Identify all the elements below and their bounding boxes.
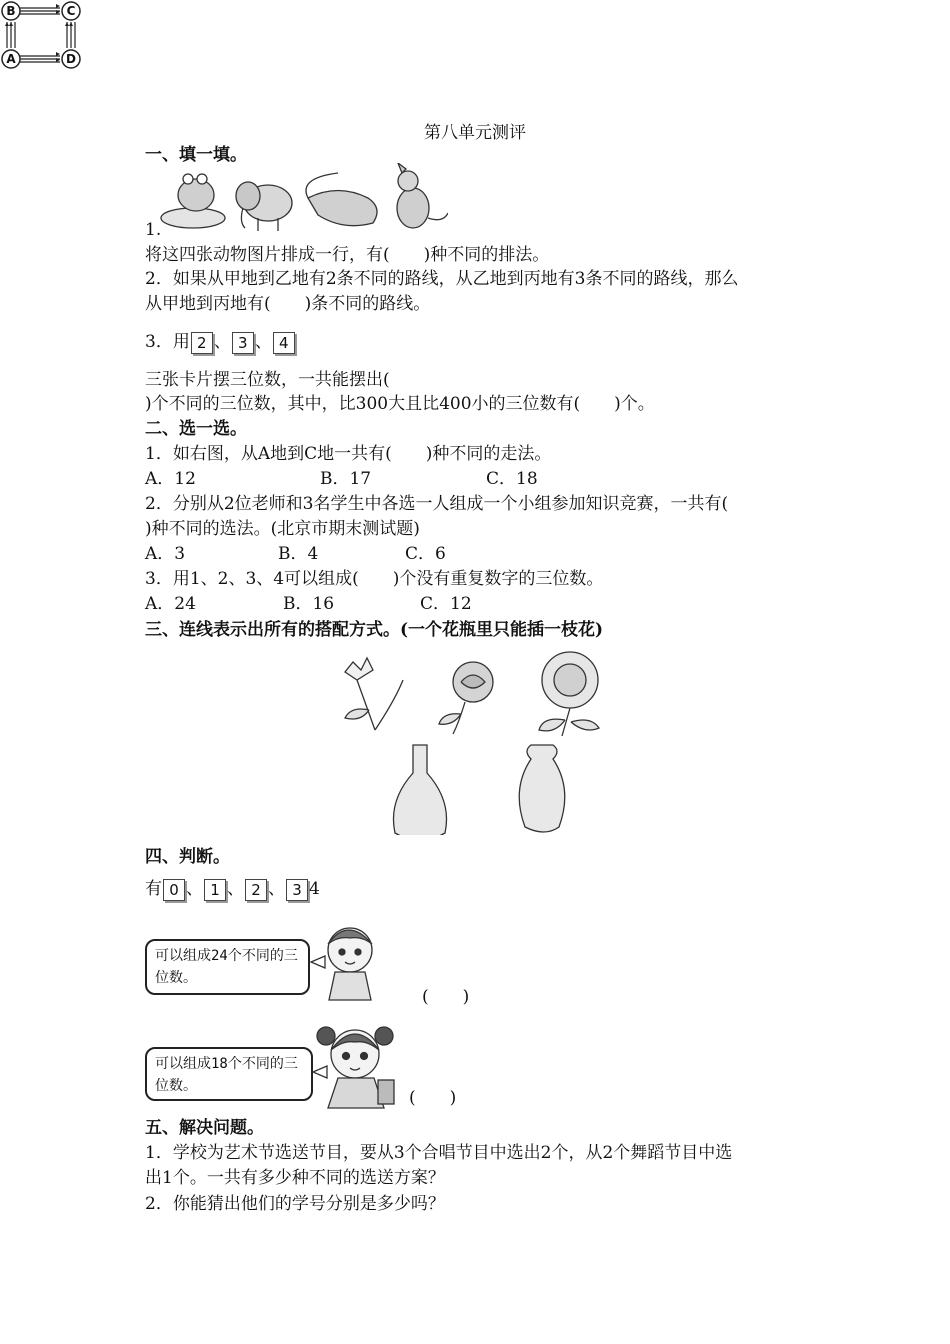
option-c: C．18: [486, 469, 538, 489]
s1-q2-line2: 从甲地到丙地有( )条不同的路线。: [145, 294, 431, 314]
node-d: D: [66, 52, 76, 66]
flowers-and-vases: [335, 650, 615, 835]
animal-pictures: [158, 163, 448, 235]
option-b: B．4: [278, 544, 319, 564]
number-card: 3: [286, 879, 308, 901]
s4-suffix: 4: [309, 879, 320, 899]
section4-heading: 四、判断。: [145, 847, 230, 867]
number-card: 1: [204, 879, 226, 901]
boy-speech-bubble: 可以组成24个不同的三位数。: [145, 939, 310, 995]
boy-judge-bracket: ( ): [422, 987, 470, 1007]
number-card: 2: [245, 879, 267, 901]
s2-q2-options: [145, 543, 446, 565]
s1-q3-prefix-row: 3．用 2 、 3 、 4: [145, 331, 296, 354]
option-c: C．12: [420, 594, 472, 614]
option-b: B．17: [320, 469, 372, 489]
number-card: 2: [191, 332, 213, 354]
s1-q3-line2: 三张卡片摆三位数，一共能摆出(: [145, 370, 390, 390]
s2-q1-options: [145, 468, 538, 490]
number-card: 0: [163, 879, 185, 901]
s5-q2: 2．你能猜出他们的学号分别是多少吗？: [145, 1194, 445, 1214]
option-a: A．24: [145, 594, 196, 614]
section3-heading: 三、连线表示出所有的搭配方式。(一个花瓶里只能插一枝花): [145, 620, 604, 640]
route-diagram: [0, 0, 86, 70]
s2-q3-options: [145, 593, 472, 615]
s2-q2-line1: 2．分别从2位老师和3名学生中各选一人组成一个小组参加知识竞赛，一共有(: [145, 494, 729, 514]
node-b: B: [6, 4, 16, 18]
option-b: B．16: [283, 594, 335, 614]
section2-heading: 二、选一选。: [145, 419, 247, 439]
s2-q2-line2: )种不同的选法。(北京市期末测试题): [145, 519, 420, 539]
boy-illustration: [305, 922, 390, 1002]
s1-q3-line3: )个不同的三位数，其中，比300大且比400小的三位数有( )个。: [145, 394, 655, 414]
girl-illustration: [308, 1022, 403, 1110]
option-a: A．12: [145, 469, 196, 489]
s1-q2-line1: 2．如果从甲地到乙地有2条不同的路线，从乙地到丙地有3条不同的路线，那么: [145, 269, 739, 289]
s5-q1-line2: 出1个。一共有多少种不同的选送方案？: [145, 1168, 445, 1188]
node-c: C: [66, 4, 76, 18]
option-c: C．6: [405, 544, 446, 564]
section1-heading: 一、填一填。: [145, 145, 247, 165]
number-card: 4: [273, 332, 295, 354]
s2-q3: 3．用1、2、3、4可以组成( )个没有重复数字的三位数。: [145, 569, 604, 589]
s2-q1: 1．如右图，从A地到C地一共有( )种不同的走法。: [145, 444, 552, 464]
girl-judge-bracket: ( ): [409, 1088, 457, 1108]
s4-cards-row: 有 0 、 1 、 2 、 3 4: [145, 879, 320, 899]
number-card: 3: [232, 332, 254, 354]
girl-speech-bubble: 可以组成18个不同的三位数。: [145, 1047, 313, 1101]
s4-prefix: 有: [145, 879, 162, 899]
page-title: 第八单元测评: [424, 123, 526, 143]
s1-q1-number: 1.: [145, 220, 162, 240]
s5-q1-line1: 1．学校为艺术节选送节目，要从3个合唱节目中选出2个，从2个舞蹈节目中选: [145, 1143, 733, 1163]
s1-q1-text: 将这四张动物图片排成一行，有( )种不同的排法。: [145, 245, 550, 265]
option-a: A．3: [145, 544, 186, 564]
section5-heading: 五、解决问题。: [145, 1118, 264, 1138]
s1-q3-prefix: 3．用: [145, 332, 190, 352]
node-a: A: [6, 52, 16, 66]
